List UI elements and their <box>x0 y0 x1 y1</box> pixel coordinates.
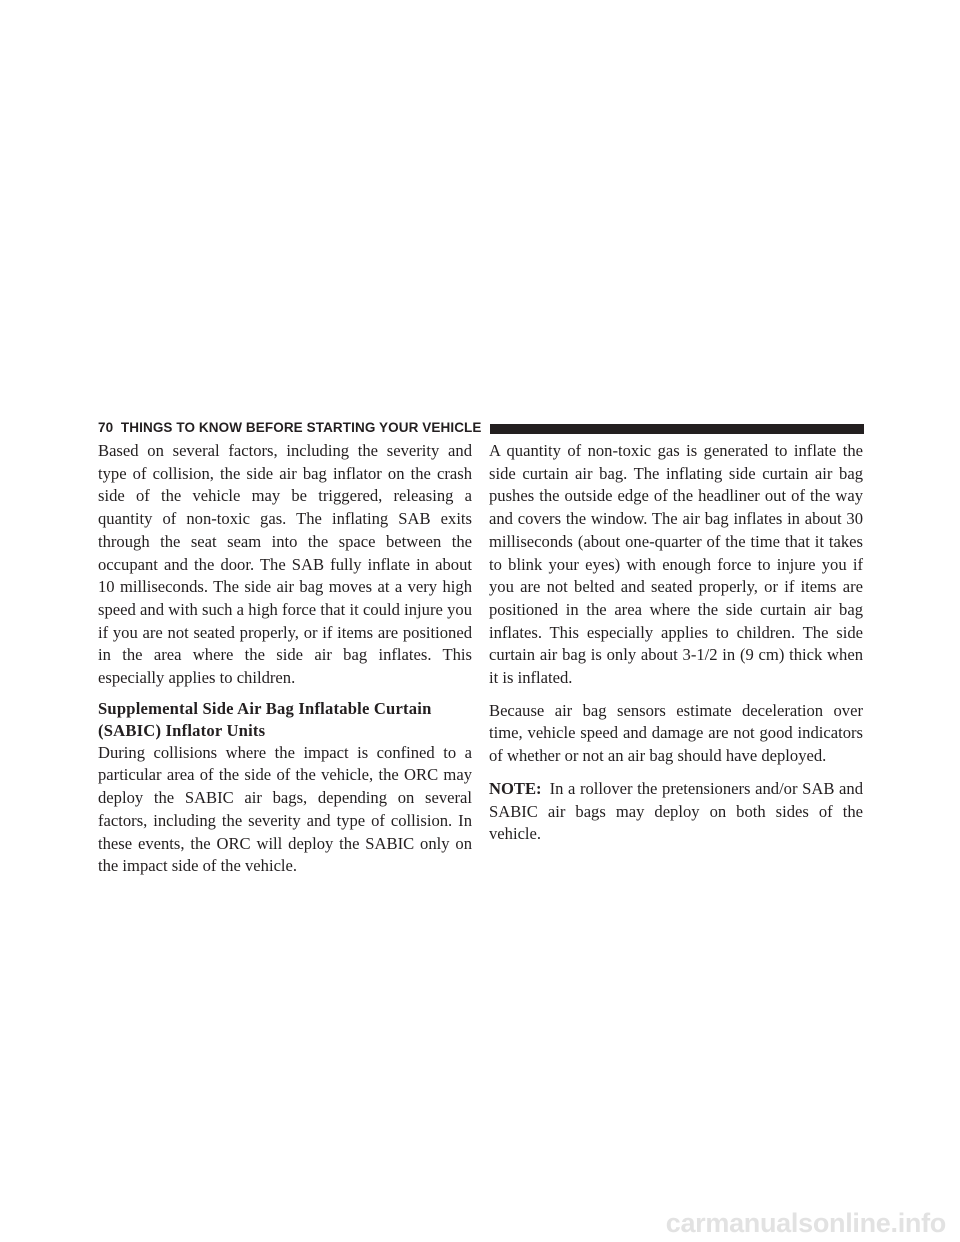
note-paragraph <box>489 778 863 846</box>
note-label: NOTE: <box>489 778 542 798</box>
note-text: In a rollover the pretensioners and/or SAB and SABIC air bags may deploy on both sides of the vehicle. <box>489 778 863 844</box>
sabic-heading <box>98 698 472 742</box>
watermark: carmanualsonline.info <box>665 1208 946 1238</box>
curtain-inflation-paragraph: A quantity of non-toxic gas is generated to inflate the side curtain air bag. The inflating side curtain air bag pushes the outside edge of the headliner out of the way and covers the window. The air bag inflates in about 30 milliseconds (about one-quarter of the time that it takes to blink your eyes) with enough force to injure you if you are not belted and seated properly, or if items are positioned in the area where the side curtain air bag inflates. This especially applies to children. The side curtain air bag is only about 3-1/2 in (9 cm) thick when it is inflated. <box>489 441 863 688</box>
page-header-text <box>98 420 482 436</box>
left-column <box>98 440 472 878</box>
page-number: 70 <box>98 420 114 435</box>
section-title: THINGS TO KNOW BEFORE STARTING YOUR VEHICLE <box>120 420 482 435</box>
sabic-heading-line1: Supplemental Side Air Bag Inflatable Curtain <box>98 698 432 718</box>
right-column <box>489 440 863 846</box>
sensor-paragraph: Because air bag sensors estimate deceleration over time, vehicle speed and damage are not good indicators of whether or not an air bag should have deployed. <box>489 700 863 766</box>
side-air-bag-paragraph: Based on several factors, including the severity and type of collision, the side air bag inflator on the crash side of the vehicle may be triggered, releasing a quantity of non-toxic gas. The inflating SAB exits through the seat seam into the space between the occupant and the door. The SAB fully inflate in about 10 milliseconds. The side air bag moves at a very high speed and with such a high force that it could injure you if you are not seated properly, or if items are positioned in the area where the side air bag inflates. This especially applies to children. <box>98 441 472 688</box>
sabic-heading-line2: (SABIC) Inflator Units <box>98 720 266 740</box>
header-rule <box>490 424 865 434</box>
page-header <box>98 420 864 436</box>
sabic-deploy-paragraph: During collisions where the impact is confined to a particular area of the side of the vehicle, the ORC may deploy the SABIC air bags, depending on several factors, including the severity and type of collision. In these events, the ORC will deploy the SABIC only on the impact side of the vehicle. <box>98 742 472 876</box>
